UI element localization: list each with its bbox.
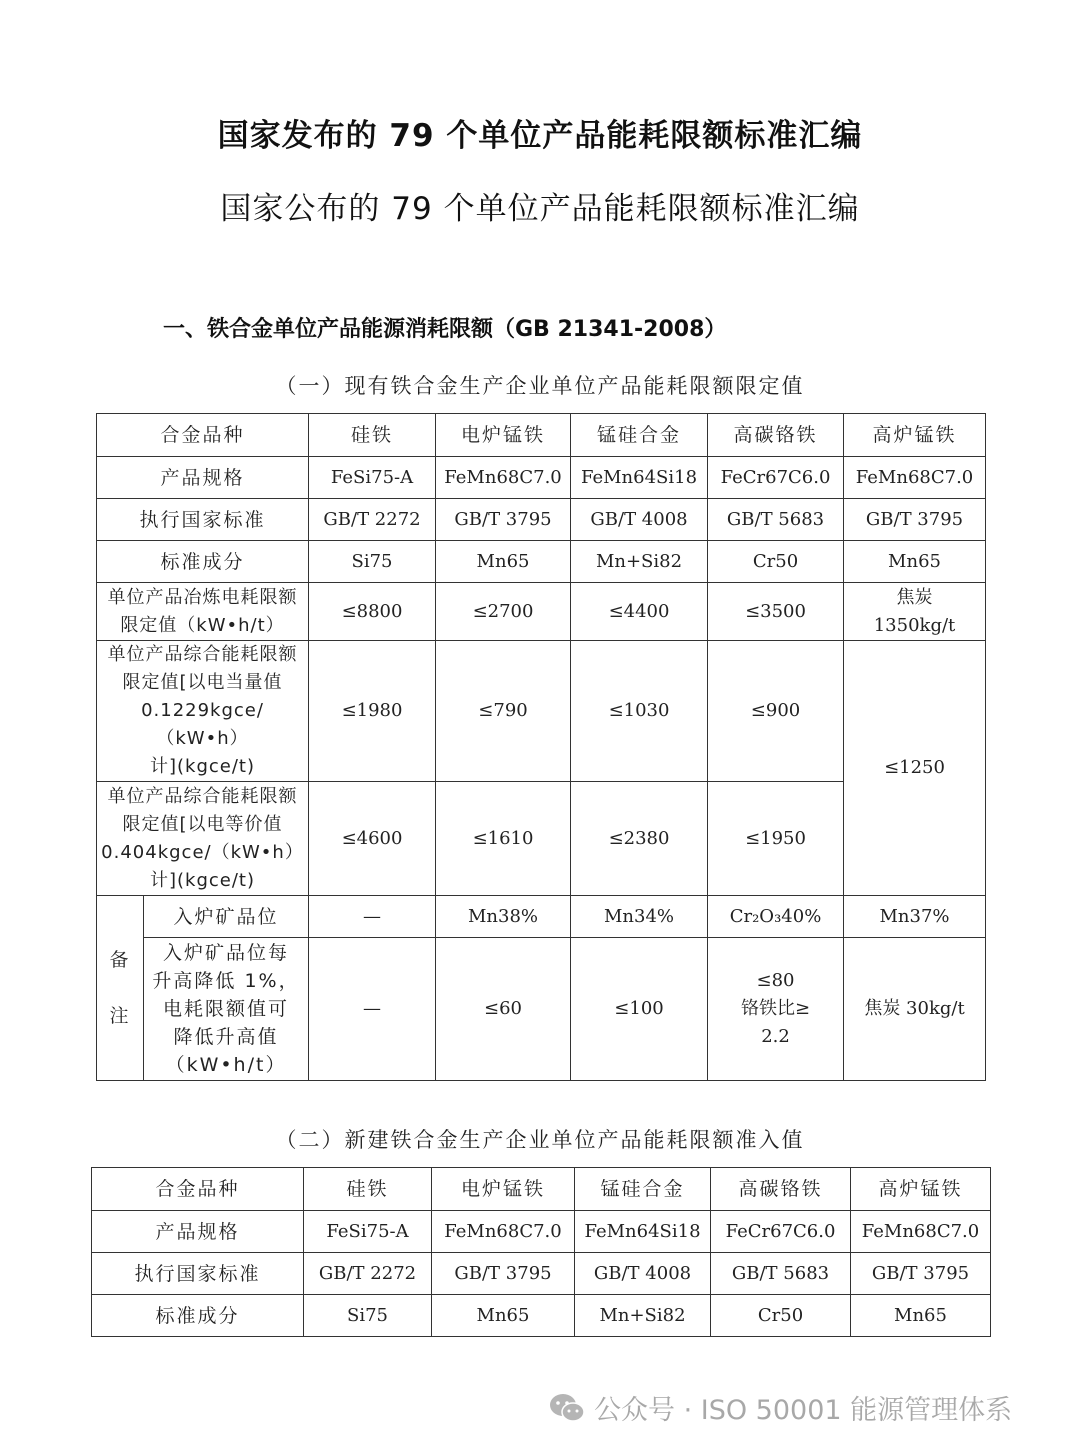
table-header-cell: 合金品种 [92,1168,304,1211]
row-label: 执行国家标准 [97,499,309,541]
table-cell: ≤1030 [571,641,708,782]
table-header-cell: 高炉锰铁 [851,1168,991,1211]
table-cell: FeCr67C6.0 [711,1211,851,1253]
table-cell: GB/T 3795 [844,499,986,541]
table-cell: 焦炭 1350kg/t [844,583,986,641]
table-cell: FeMn68C7.0 [844,457,986,499]
table-row [97,583,986,641]
table-cell: Cr50 [711,1295,851,1337]
table-cell: GB/T 2272 [304,1253,432,1295]
table-row [97,457,986,499]
table-cell: GB/T 3795 [851,1253,991,1295]
table-header-cell: 高炉锰铁 [844,414,986,457]
table-cell: ≤790 [436,641,571,782]
watermark-text: 公众号 · ISO 50001 能源管理体系 [594,1395,1013,1426]
document-title: 国家发布的 79 个单位产品能耗限额标准汇编 [217,118,863,154]
table-cell: GB/T 3795 [436,499,571,541]
table-cell: Mn+Si82 [575,1295,711,1337]
row-label: 单位产品冶炼电耗限额 限定值（kW•h/t） [97,583,309,641]
table-row [97,641,986,782]
table-cell: ≤60 [436,938,571,1081]
table-cell: FeCr67C6.0 [708,457,844,499]
table-header-cell: 硅铁 [309,414,436,457]
table-cell: Si75 [304,1295,432,1337]
table2-caption: （二）新建铁合金生产企业单位产品能耗限额准入值 [275,1128,805,1152]
table-cell: Cr₂O₃40% [708,896,844,938]
table-cell: FeMn64Si18 [575,1211,711,1253]
table-cell: FeMn68C7.0 [436,457,571,499]
table-cell: Mn38% [436,896,571,938]
table-cell: ≤900 [708,641,844,782]
row-label: 入炉矿品位 [144,896,309,938]
table-cell: FeSi75-A [309,457,436,499]
table-cell: GB/T 3795 [432,1253,575,1295]
wechat-icon [548,1392,586,1424]
table-cell: ≤3500 [708,583,844,641]
row-label: 产品规格 [92,1211,304,1253]
table-row [92,1211,991,1253]
table-cell: — [309,938,436,1081]
remarks-label: 备 注 [97,896,144,1081]
table-row [97,499,986,541]
table-cell: ≤80 铬铁比≥ 2.2 [708,938,844,1081]
watermark [548,1388,1012,1427]
table-header-cell: 电炉锰铁 [436,414,571,457]
table-cell: FeMn68C7.0 [432,1211,575,1253]
row-label: 入炉矿品位每 升高降低 1%， 电耗限额值可 降低升高值 （kW•h/t） [144,938,309,1081]
table-cell: Si75 [309,541,436,583]
table-header-cell: 锰硅合金 [571,414,708,457]
table-header-cell: 高碳铬铁 [711,1168,851,1211]
existing-enterprise-limit-table [96,413,986,1081]
table-header-cell: 硅铁 [304,1168,432,1211]
table-cell: ≤1980 [309,641,436,782]
table-header-cell: 电炉锰铁 [432,1168,575,1211]
table-cell: Mn65 [432,1295,575,1337]
table-cell: GB/T 2272 [309,499,436,541]
table-cell: 焦炭 30kg/t [844,938,986,1081]
row-label: 执行国家标准 [92,1253,304,1295]
table-cell: Mn65 [844,541,986,583]
table-cell: GB/T 4008 [575,1253,711,1295]
new-enterprise-access-table [91,1167,991,1337]
document-subtitle: 国家公布的 79 个单位产品能耗限额标准汇编 [220,191,860,227]
merged-table-cell: ≤1250 [844,641,986,896]
table-row [92,1295,991,1337]
table-header-cell: 高碳铬铁 [708,414,844,457]
section-heading: 一、铁合金单位产品能源消耗限额（GB 21341-2008） [163,317,727,342]
table-cell: ≤100 [571,938,708,1081]
table-cell: GB/T 5683 [708,499,844,541]
table-cell: GB/T 5683 [711,1253,851,1295]
table-row [92,1253,991,1295]
row-label: 单位产品综合能耗限额 限定值[以电当量值 0.1229kgce/（kW•h） 计](kgce/t) [97,641,309,782]
row-label: 标准成分 [97,541,309,583]
table-cell: Mn65 [851,1295,991,1337]
table-cell: ≤2700 [436,583,571,641]
table-row [97,938,986,1081]
table-cell: Mn37% [844,896,986,938]
table-header-cell: 锰硅合金 [575,1168,711,1211]
table-cell: Mn+Si82 [571,541,708,583]
table1-caption: （一）现有铁合金生产企业单位产品能耗限额限定值 [275,374,805,398]
table-cell: Mn34% [571,896,708,938]
table-cell: FeSi75-A [304,1211,432,1253]
table-cell: — [309,896,436,938]
table-cell: ≤8800 [309,583,436,641]
table-cell: ≤1610 [436,782,571,896]
table-cell: FeMn64Si18 [571,457,708,499]
table-cell: ≤4600 [309,782,436,896]
table-cell: ≤2380 [571,782,708,896]
table-cell: ≤1950 [708,782,844,896]
table-cell: GB/T 4008 [571,499,708,541]
row-label: 产品规格 [97,457,309,499]
table-row [97,541,986,583]
table-cell: Mn65 [436,541,571,583]
table-cell: ≤4400 [571,583,708,641]
table-cell: Cr50 [708,541,844,583]
row-label: 单位产品综合能耗限额 限定值[以电等价值 0.404kgce/（kW•h） 计](kgce/t) [97,782,309,896]
row-label: 标准成分 [92,1295,304,1337]
table-header-cell: 合金品种 [97,414,309,457]
table-row [97,896,986,938]
table-cell: FeMn68C7.0 [851,1211,991,1253]
